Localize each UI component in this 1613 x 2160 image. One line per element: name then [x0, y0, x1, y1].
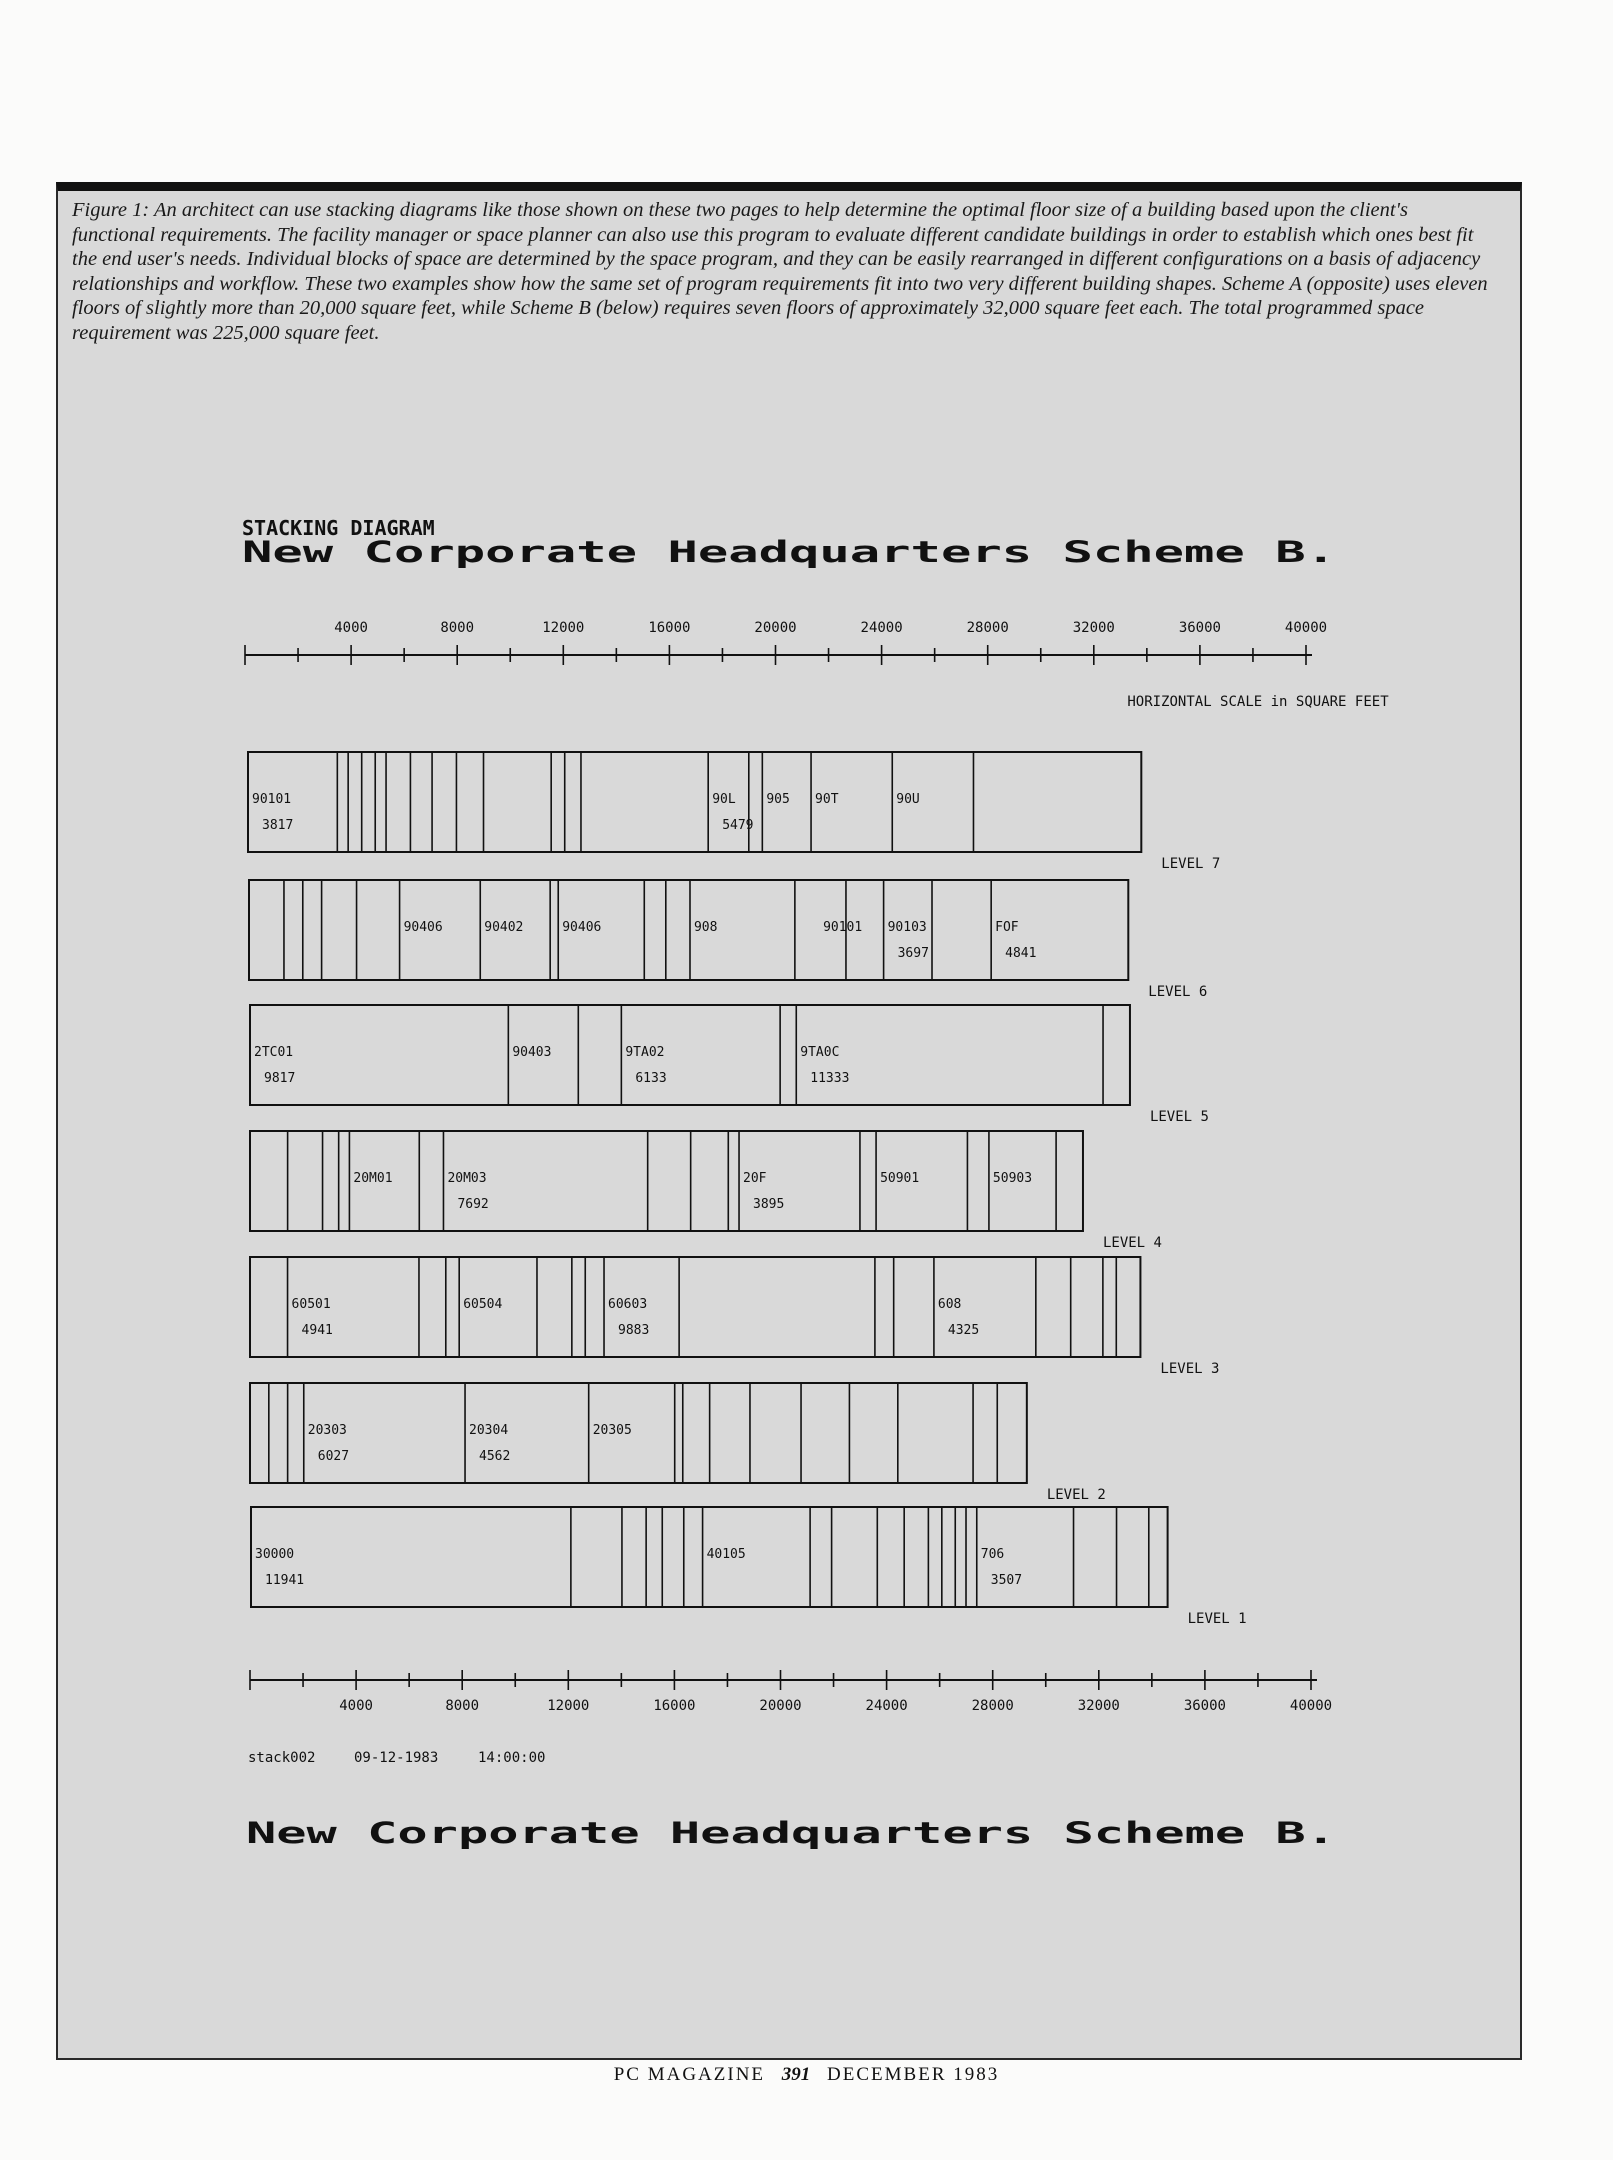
axis-tick-label: 20000	[759, 1698, 802, 1714]
bottom-title: New Corporate Headquarters Scheme B.	[246, 1816, 1336, 1850]
level-5	[250, 1005, 1209, 1125]
block-code: 706	[980, 1547, 1005, 1562]
axis-tick-label: 24000	[860, 620, 903, 636]
block-code: 20M01	[353, 1171, 393, 1186]
page-number: 391	[781, 2064, 811, 2085]
block-code: 908	[693, 920, 718, 935]
level-6	[249, 880, 1207, 1000]
level-3	[250, 1257, 1219, 1377]
block-area: 11333	[810, 1071, 850, 1086]
issue-date: DECEMBER 1983	[827, 2064, 1000, 2085]
block-code: 20F	[743, 1171, 767, 1186]
block-code: 90406	[403, 920, 443, 935]
block-code: 50903	[992, 1171, 1033, 1186]
level-label: LEVEL 4	[1102, 1235, 1162, 1251]
block-area: 6133	[635, 1071, 667, 1086]
level-label: LEVEL 7	[1161, 856, 1221, 872]
level-1	[251, 1507, 1247, 1627]
axis-tick-label: 24000	[865, 1698, 908, 1714]
block-area: 3507	[990, 1573, 1023, 1588]
levels	[248, 752, 1247, 1627]
bottom-axis	[250, 1670, 1332, 1714]
axis-tick-label: 28000	[971, 1698, 1014, 1714]
block-code: 20304	[469, 1423, 509, 1438]
block-code: 40105	[706, 1547, 746, 1562]
axis-tick-label: 32000	[1077, 1698, 1120, 1714]
block-area: 9817	[264, 1071, 296, 1086]
block-code: 90101	[252, 792, 292, 807]
scale-label: HORIZONTAL SCALE in SQUARE FEET	[1127, 694, 1389, 710]
block-area: 6027	[317, 1449, 350, 1464]
page-footer	[0, 2064, 1613, 2086]
block-code: 90403	[512, 1045, 552, 1060]
block-code: 90101	[823, 920, 863, 935]
axis-tick-label: 40000	[1289, 1698, 1333, 1714]
level-outline	[250, 1005, 1130, 1105]
level-2	[250, 1383, 1106, 1503]
block-code: 20M03	[447, 1171, 487, 1186]
axis-tick-label: 4000	[334, 620, 368, 636]
axis-tick-label: 36000	[1178, 620, 1221, 636]
block-code: FOF	[995, 920, 1019, 935]
level-label: LEVEL 1	[1187, 1611, 1247, 1627]
block-area: 9883	[618, 1323, 650, 1338]
axis-tick-label: 12000	[547, 1698, 590, 1714]
block-area: 4841	[1005, 946, 1037, 961]
level-7	[248, 752, 1220, 872]
axis-tick-label: 8000	[440, 620, 475, 636]
block-area: 5479	[722, 818, 754, 833]
block-code: 60501	[291, 1297, 331, 1312]
level-label: LEVEL 2	[1046, 1487, 1106, 1503]
level-outline	[248, 752, 1141, 852]
chart-title: New Corporate Headquarters Scheme B.	[242, 535, 1336, 569]
magazine-name: PC MAGAZINE	[613, 2064, 766, 2085]
level-outline	[250, 1383, 1027, 1483]
block-code: 60504	[463, 1297, 503, 1312]
block-code: 20305	[592, 1423, 632, 1438]
block-area: 11941	[265, 1573, 305, 1588]
block-area: 3697	[897, 946, 929, 961]
block-code: 20303	[307, 1423, 347, 1438]
stamp-file: stack002	[248, 1750, 316, 1766]
block-code: 90406	[562, 920, 602, 935]
axis-tick-label: 4000	[339, 1698, 373, 1714]
block-code: 2TC01	[254, 1045, 294, 1060]
block-code: 9TA02	[625, 1045, 665, 1060]
chart-label: STACKING DIAGRAM	[242, 516, 435, 540]
axis-tick-label: 32000	[1072, 620, 1115, 636]
stamp-time: 14:00:00	[478, 1750, 546, 1766]
block-code: 30000	[255, 1547, 295, 1562]
block-area: 7692	[457, 1197, 489, 1212]
level-4	[250, 1131, 1162, 1251]
block-code: 608	[937, 1297, 962, 1312]
level-label: LEVEL 5	[1149, 1109, 1209, 1125]
block-code: 90U	[896, 792, 920, 807]
figure-caption: Figure 1: An architect can use stacking diagrams like those shown on these two pages to help determine the optimal floor size of a building based upon the client's functional requirements. The facility manager or space planner can also use this program to evaluate different candidate buildings in order to establish which ones best fit the end user's needs. Individual blocks of space are determined by the space program, and they can be easily rearranged in different configurations on a basis of adjacency relationships and workflow. These two examples show how the same set of program requirements fit into two very different building shapes. Scheme A (opposite) uses eleven floors of slightly more than 20,000 square feet, while Scheme B (below) requires seven floors of approximately 32,000 square feet each. The total programmed space requirement was 225,000 square feet.	[72, 199, 1488, 344]
top-axis	[245, 620, 1327, 665]
block-area: 4325	[947, 1323, 980, 1338]
level-label: LEVEL 3	[1160, 1361, 1220, 1377]
stamp-date: 09-12-1983	[354, 1750, 439, 1766]
block-area: 4562	[479, 1449, 511, 1464]
block-area: 3817	[262, 818, 294, 833]
block-code: 90402	[484, 920, 524, 935]
block-area: 3895	[753, 1197, 785, 1212]
axis-tick-label: 8000	[445, 1698, 480, 1714]
block-code: 90103	[887, 920, 927, 935]
block-code: 60603	[608, 1297, 648, 1312]
axis-tick-label: 40000	[1284, 620, 1328, 636]
axis-tick-label: 20000	[754, 620, 797, 636]
block-area: 4941	[301, 1323, 333, 1338]
block-code: 9TA0C	[800, 1045, 840, 1060]
axis-tick-label: 12000	[542, 620, 585, 636]
block-code: 905	[766, 792, 790, 807]
axis-tick-label: 16000	[648, 620, 691, 636]
level-outline	[250, 1257, 1140, 1357]
block-code: 90T	[815, 792, 839, 807]
axis-tick-label: 36000	[1183, 1698, 1226, 1714]
level-label: LEVEL 6	[1148, 984, 1208, 1000]
block-code: 90L	[712, 792, 736, 807]
block-code: 50901	[880, 1171, 920, 1186]
axis-tick-label: 16000	[653, 1698, 696, 1714]
axis-tick-label: 28000	[966, 620, 1009, 636]
